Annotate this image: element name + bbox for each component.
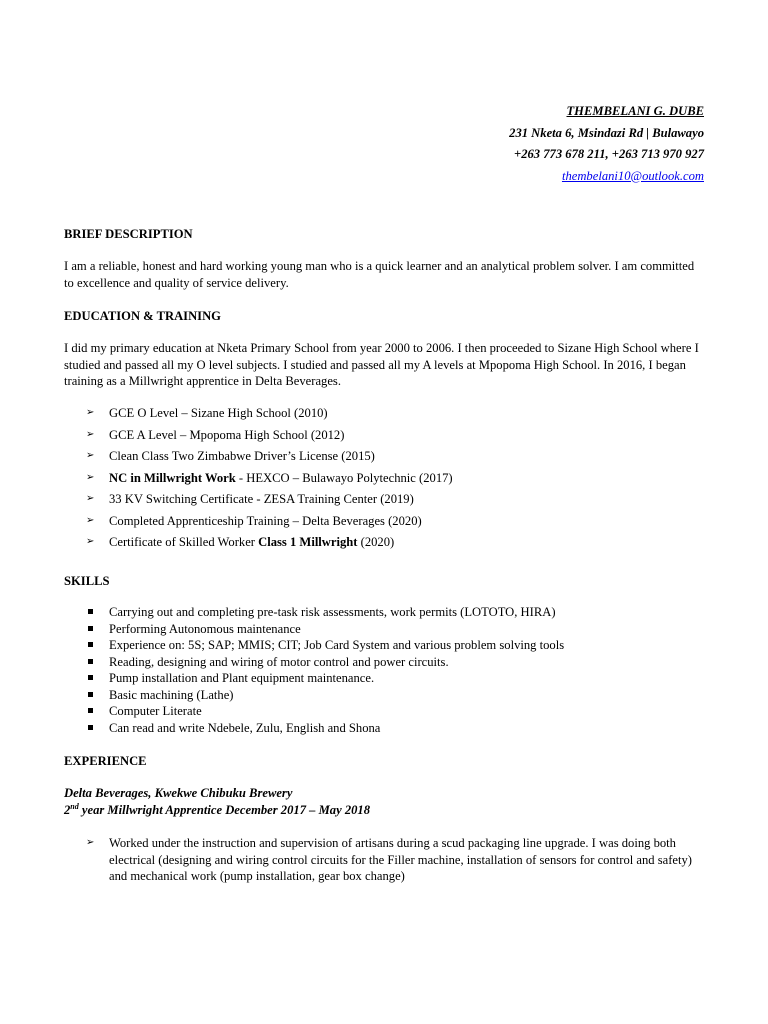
skill-item (64, 687, 564, 704)
skill-text: Basic machining (Lathe) (109, 687, 234, 702)
skill-text: Performing Autonomous maintenance (109, 621, 301, 636)
education-item (64, 491, 453, 513)
contact-header (509, 101, 704, 187)
skill-item (64, 654, 564, 671)
square-bullet-icon (88, 659, 93, 664)
job-header (64, 785, 370, 819)
skill-text: Carrying out and completing pre-task risk assessments, work permits (LOTOTO, HIRA) (109, 605, 556, 619)
arrow-bullet-icon: ➢ (86, 536, 95, 547)
skill-item (64, 604, 564, 621)
email-link[interactable]: thembelani10@outlook.com (561, 168, 704, 183)
education-text: I did my primary education at Nketa Primary School from year 2000 to 2006. I then proceeded to Sizane High School where I studied and passed all my O level subjects. I studied and passed all my A levels at Mpopoma High School. In 2016, I began training as a Millwright apprentice in Delta Beverages. (64, 341, 699, 388)
education-item (64, 448, 453, 470)
arrow-bullet-icon: ➢ (86, 428, 95, 440)
role-year: 2 (64, 803, 71, 817)
address-line: 231 Nketa 6, Msindazi Rd | Bulawayo (509, 125, 704, 140)
phone-line: +263 773 678 211, +263 713 970 927 (514, 147, 704, 161)
employer-name: Delta Beverages, Kwekwe Chibuku Brewery (64, 786, 293, 800)
skill-text: Computer Literate (109, 704, 202, 718)
arrow-bullet-icon: ➢ (86, 471, 95, 483)
square-bullet-icon (88, 626, 93, 631)
arrow-bullet-icon: ➢ (86, 407, 95, 418)
education-item (64, 405, 453, 427)
arrow-bullet-icon: ➢ (86, 514, 95, 526)
skills-list (64, 604, 564, 736)
square-bullet-icon (88, 609, 93, 614)
education-item (64, 427, 453, 449)
item-text: Clean Class Two Zimbabwe Driver’s License (2015) (109, 449, 375, 463)
skill-text: Reading, designing and wiring of motor control and power circuits. (109, 654, 449, 669)
skill-item (64, 720, 564, 737)
item-text: GCE A Level – Mpopoma High School (2012) (109, 427, 345, 442)
skill-text: Can read and write Ndebele, Zulu, English and Shona (109, 720, 381, 735)
square-bullet-icon (88, 708, 93, 713)
skill-text: Experience on: 5S; SAP; MMIS; CIT; Job Card System and various problem solving tools (109, 638, 565, 652)
skill-item (64, 621, 564, 638)
square-bullet-icon (88, 725, 93, 730)
arrow-bullet-icon: ➢ (86, 837, 95, 848)
education-list (64, 405, 453, 556)
item-text: - HEXCO – Bulawayo Polytechnic (2017) (235, 470, 453, 485)
square-bullet-icon (88, 642, 93, 647)
role-ordinal: nd (70, 801, 79, 811)
arrow-bullet-icon: ➢ (86, 493, 95, 504)
item-text: Completed Apprenticeship Training – Delta Beverages (2020) (109, 513, 422, 528)
experience-bullet-text: Worked under the instruction and supervision of artisans during a scud packaging line upgrade. I was doing both electrical (designing and wiring control circuits for the Filler machine, installation of sensors for control and safety) and mechanical work (pump installation, gear box change) (109, 836, 692, 883)
item-bold-text: Class 1 Millwright (258, 535, 358, 549)
item-bold-text: NC in Millwright Work (109, 470, 236, 485)
education-item (64, 470, 453, 492)
skill-item (64, 703, 564, 720)
education-heading: EDUCATION & TRAINING (64, 309, 221, 323)
square-bullet-icon (88, 675, 93, 680)
brief-description-heading: BRIEF DESCRIPTION (64, 227, 193, 241)
experience-bullet (64, 835, 704, 885)
skill-item (64, 670, 564, 687)
arrow-bullet-icon: ➢ (86, 450, 95, 461)
item-text: 33 KV Switching Certificate - ZESA Training Center (2019) (109, 492, 414, 506)
brief-description-text: I am a reliable, honest and hard working young man who is a quick learner and an analytical problem solver. I am committed to excellence and quality of service delivery. (64, 259, 695, 290)
skill-text: Pump installation and Plant equipment maintenance. (109, 671, 375, 685)
square-bullet-icon (88, 692, 93, 697)
education-item (64, 513, 453, 535)
candidate-name: THEMBELANI G. DUBE (566, 104, 704, 118)
item-text: GCE O Level – Sizane High School (2010) (109, 406, 328, 420)
education-item (64, 534, 453, 556)
item-text: (2020) (357, 535, 395, 549)
skill-item (64, 637, 564, 654)
role-text: year Millwright Apprentice December 2017 – May 2018 (78, 803, 371, 817)
job-role (64, 802, 370, 819)
skills-heading: SKILLS (64, 574, 110, 588)
experience-heading: EXPERIENCE (64, 754, 147, 768)
item-text: Certificate of Skilled Worker (109, 535, 259, 549)
